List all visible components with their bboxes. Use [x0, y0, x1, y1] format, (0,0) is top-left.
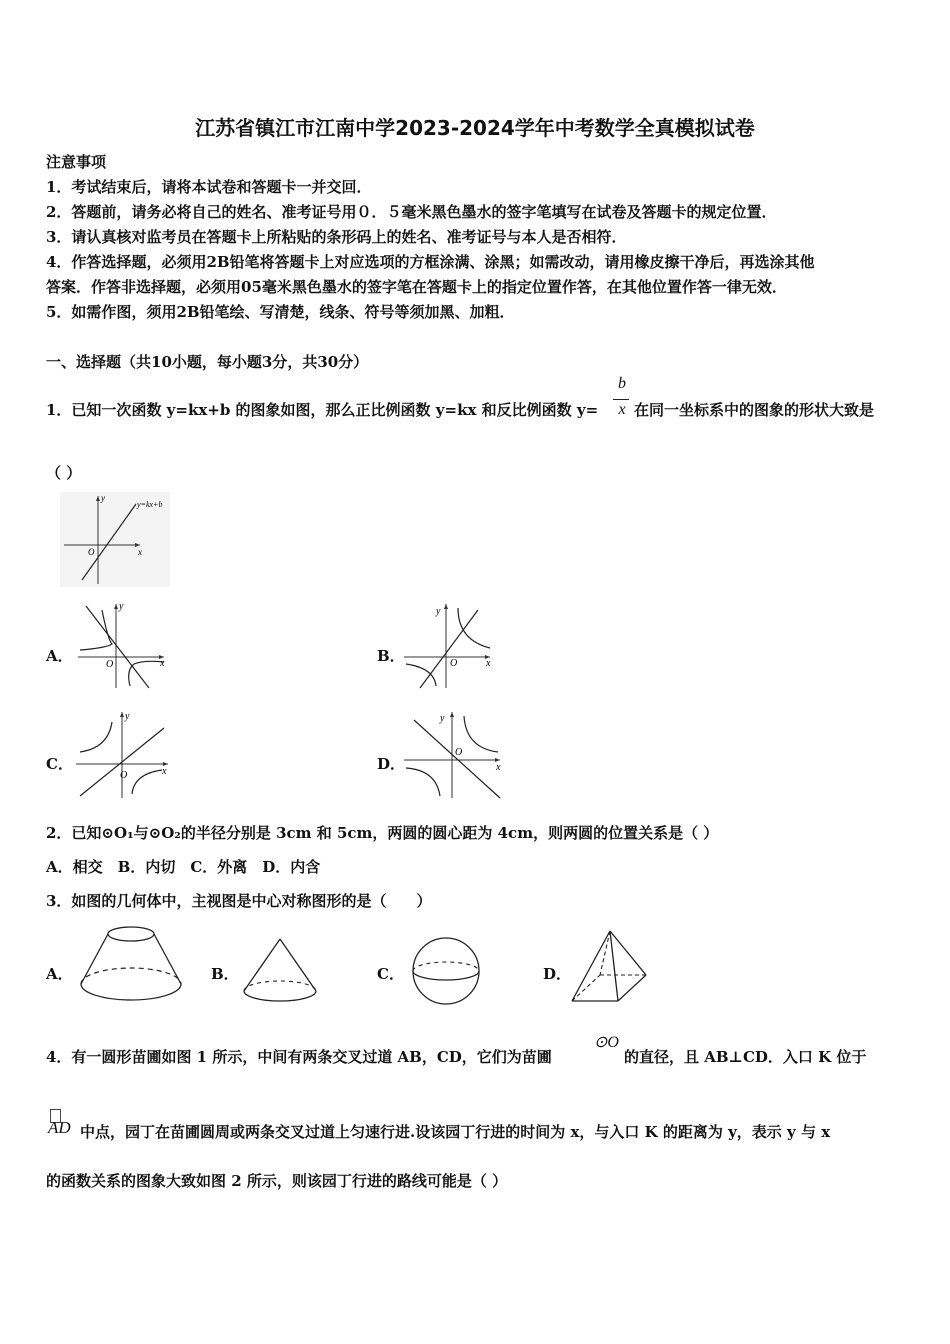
notice-item: 5．如需作图，须用2B铅笔绘、写清楚，线条、符号等须加黑、加粗．: [46, 303, 515, 321]
axis-x-label: x: [138, 547, 142, 557]
notice-item: 2．答题前，请务必将自己的姓名、准考证号用０．５毫米黑色墨水的签字笔填写在试卷及答题卡的规定位置．: [46, 203, 777, 221]
notice-item: 答案．作答非选择题，必须用05毫米黑色墨水的签字笔在答题卡上的指定位置作答，在其他位置作答一律无效．: [46, 278, 787, 296]
origin-label: O: [120, 770, 128, 781]
origin-label: O: [450, 658, 458, 669]
option-c-label[interactable]: C．: [46, 755, 73, 773]
circle-o-symbol: ⊙O: [594, 1034, 619, 1051]
q4-line1-before: 4．有一圆形苗圃如图 1 所示，中间有两条交叉过道 AB，CD，它们为苗圃: [46, 1048, 552, 1066]
q4-line1-after: 的直径，且 AB⊥CD．入口 K 位于: [624, 1048, 867, 1066]
option-a-label[interactable]: A．: [46, 647, 73, 665]
q1-option-c-graph: [72, 708, 172, 800]
fraction-denominator: x: [618, 401, 626, 418]
origin-label: O: [106, 659, 114, 670]
q3-stem: 3．如图的几何体中，主视图是中心对称图形的是（ ）: [46, 892, 432, 910]
axis-y-label: y: [125, 711, 130, 722]
q1-option-d-graph: [400, 708, 505, 800]
fraction-bar: [613, 399, 629, 400]
cone-figure: [240, 935, 320, 1005]
notice-item: 4．作答选择题，必须用2B铅笔将答题卡上对应选项的方框涂满、涂黑；如需改动，请用橡皮擦干净后，再选涂其他: [46, 253, 815, 271]
axis-x-label: x: [162, 766, 167, 777]
q4-line3: 的函数关系的图象大致如图 2 所示，则该园丁行进的路线可能是（ ）: [46, 1172, 508, 1190]
q1-stem-after: 在同一坐标系中的图象的形状大致是: [634, 401, 875, 419]
reference-line-label: y=kx+b: [137, 500, 163, 509]
axis-y-label: y: [440, 713, 445, 724]
q2-stem: 2．已知⊙O₁与⊙O₂的半径分别是 3cm 和 5cm，两圆的圆心距为 4cm，则两圆的位置关系是（ ）: [46, 824, 719, 842]
q1-option-a-graph: [74, 600, 169, 690]
option-b-label[interactable]: B．: [377, 647, 405, 665]
option-d-label[interactable]: D．: [377, 755, 406, 773]
fraction-numerator: b: [618, 375, 626, 392]
notice-heading: 注意事项: [46, 153, 107, 171]
frustum-figure: [76, 922, 186, 1007]
option-b-label[interactable]: B．: [211, 965, 239, 983]
axis-x-label: x: [496, 762, 501, 773]
axis-x-label: x: [486, 658, 491, 669]
section-heading: 一、选择题（共10小题，每小题3分，共30分）: [46, 353, 369, 371]
q1-answer-paren: （ ）: [46, 464, 82, 482]
arc-ad-symbol: AD: [48, 1118, 71, 1137]
page-title: 江苏省镇江市江南中学2023-2024学年中考数学全真模拟试卷: [195, 116, 755, 140]
pyramid-figure: [570, 927, 650, 1007]
option-d-label[interactable]: D．: [543, 965, 572, 983]
origin-label: O: [455, 747, 463, 758]
axis-y-label: y: [101, 493, 105, 503]
notice-item: 1．考试结束后，请将本试卷和答题卡一并交回．: [46, 178, 372, 196]
q2-options[interactable]: A．相交 B．内切 C．外离 D．内含: [46, 858, 321, 876]
notice-item: 3．请认真核对监考员在答题卡上所粘贴的条形码上的姓名、准考证号与本人是否相符．: [46, 228, 627, 246]
axis-x-label: x: [160, 658, 165, 669]
q1-stem-before: 1．已知一次函数 y=kx+b 的图象如图，那么正比例函数 y=kx 和反比例函数 y=: [46, 401, 599, 419]
sphere-figure: [410, 935, 482, 1007]
axis-y-label: y: [436, 606, 441, 617]
q1-option-b-graph: [400, 600, 495, 690]
q4-line2: 中点，园丁在苗圃圆周或两条交叉过道上匀速行进.设该园丁行进的时间为 x，与入口 K 的距离为 y，表示 y 与 x: [80, 1123, 831, 1141]
q1-reference-graph: [60, 492, 170, 587]
option-c-label[interactable]: C．: [377, 965, 404, 983]
origin-label: O: [88, 547, 95, 557]
option-a-label[interactable]: A．: [46, 965, 73, 983]
axis-y-label: y: [119, 601, 124, 612]
